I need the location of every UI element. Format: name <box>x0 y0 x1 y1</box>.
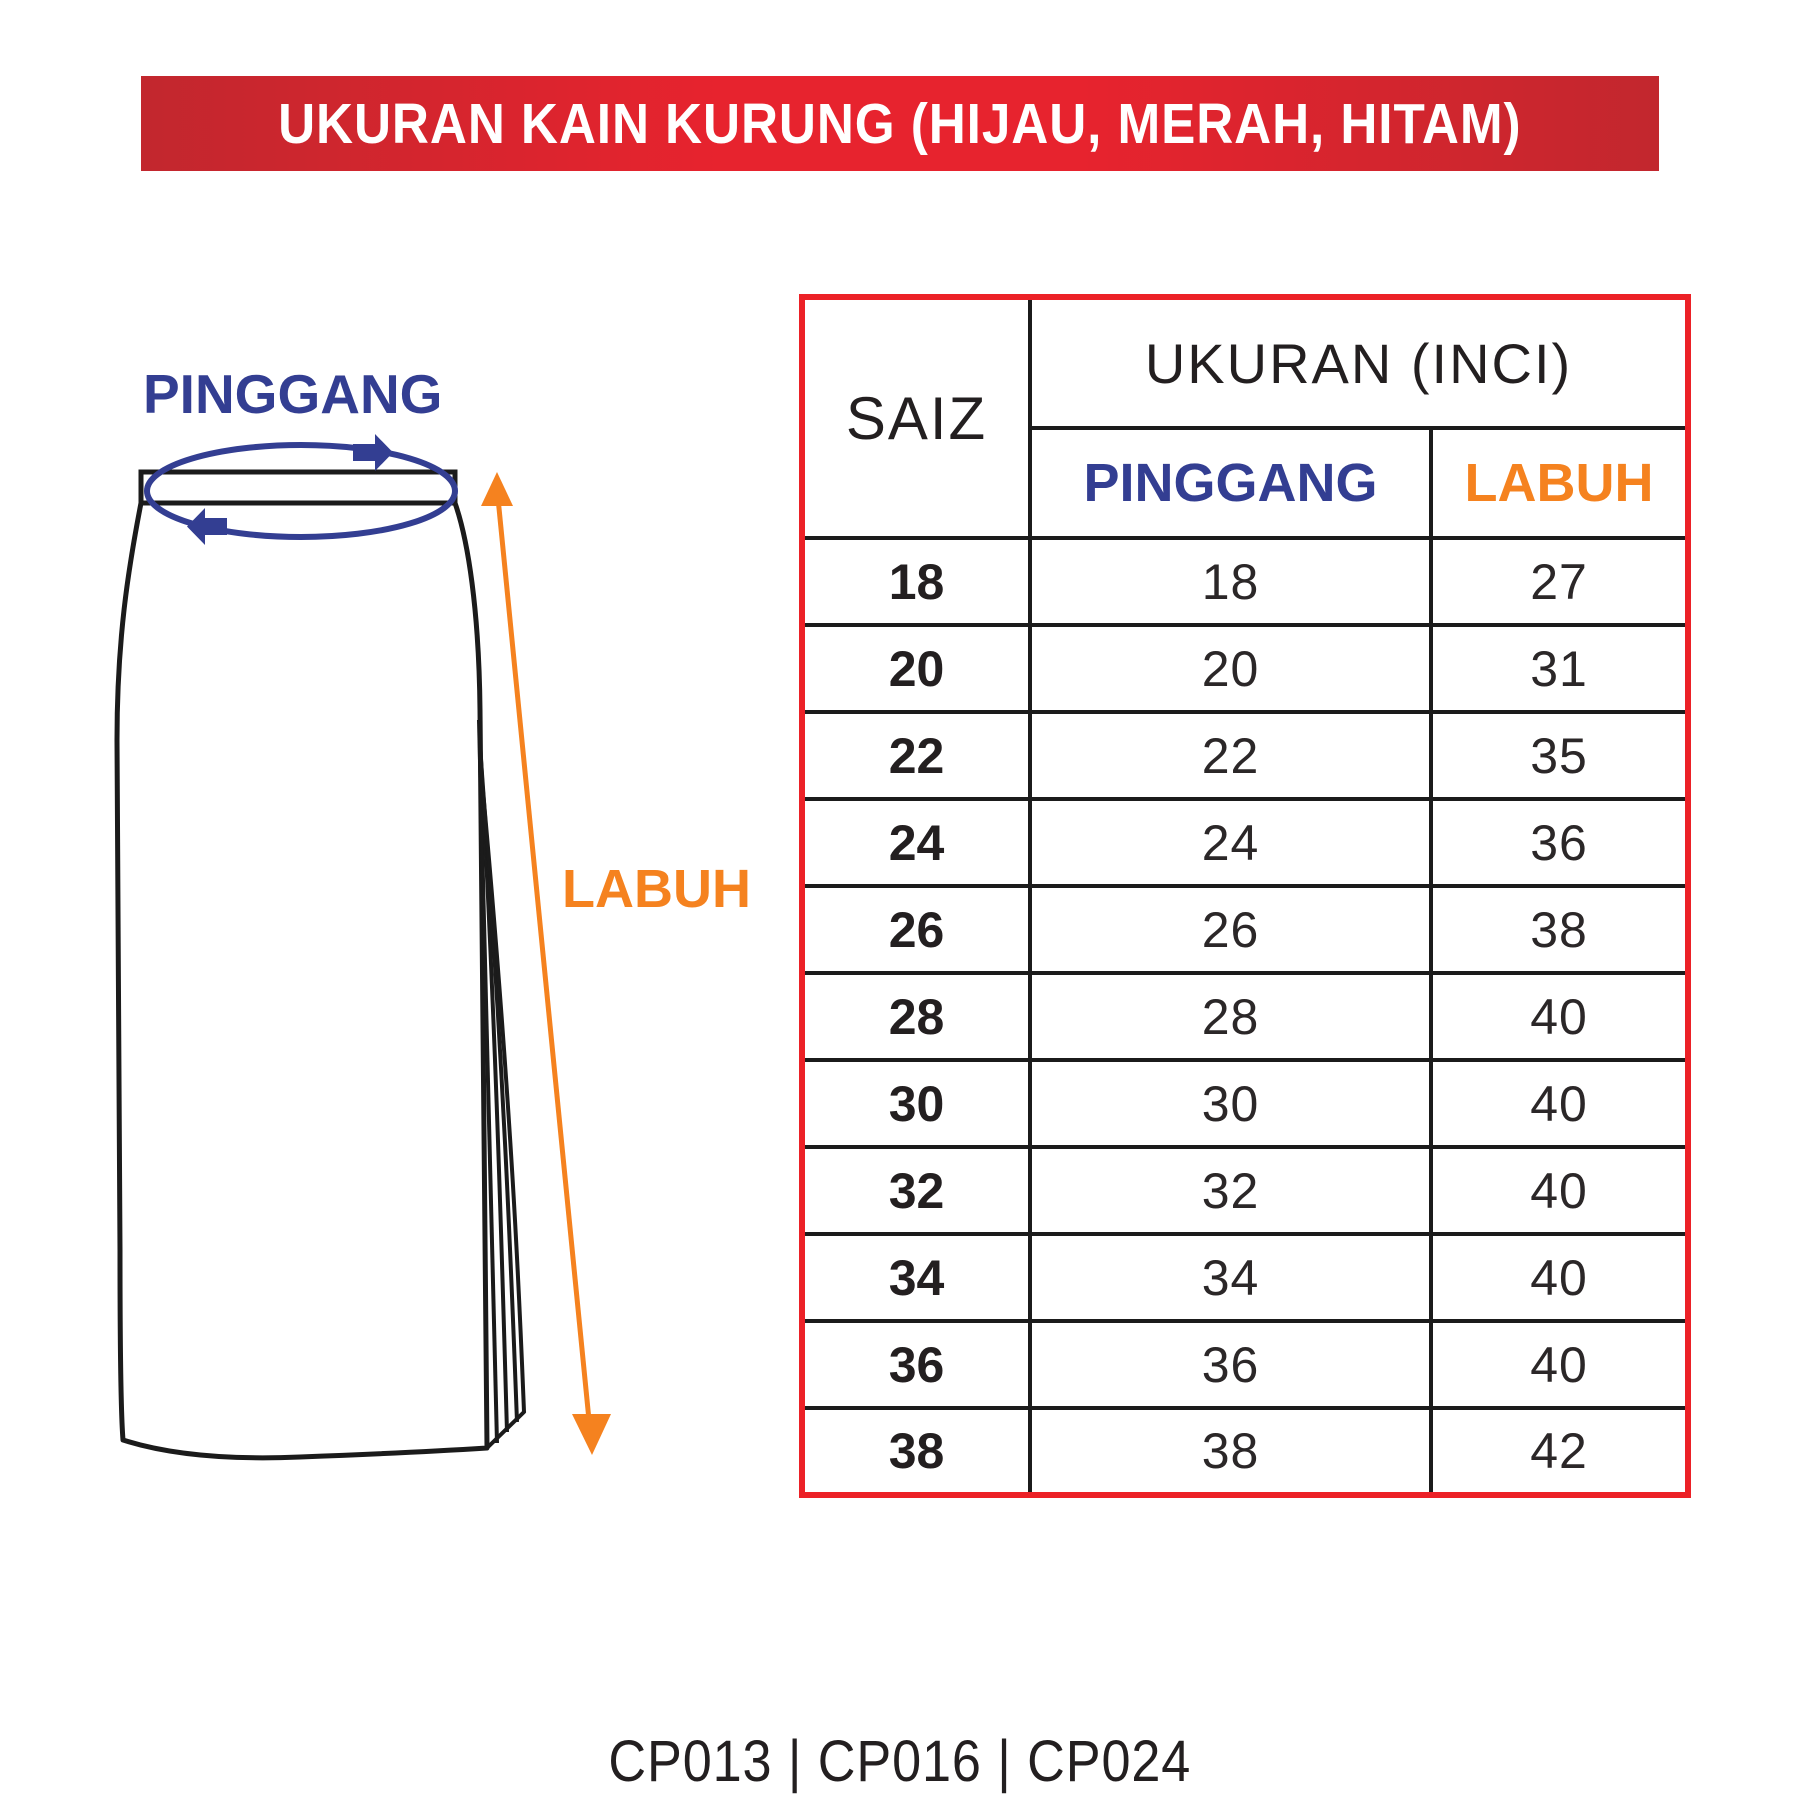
table-row <box>802 1234 1688 1321</box>
labuh-cell: 31 <box>1431 625 1688 712</box>
pinggang-label: PINGGANG <box>143 363 443 425</box>
pinggang-cell: 20 <box>1030 625 1431 712</box>
size-table-body <box>802 297 1688 1495</box>
page-title: UKURAN KAIN KURUNG (HIJAU, MERAH, HITAM) <box>278 91 1522 156</box>
table-row <box>802 1321 1688 1408</box>
table-row <box>802 1060 1688 1147</box>
labuh-cell: 27 <box>1431 538 1688 625</box>
length-arrow-down-icon <box>572 1414 611 1455</box>
labuh-cell: 40 <box>1431 1321 1688 1408</box>
ukuran-inci-header: UKURAN (INCI) <box>1030 297 1688 428</box>
labuh-cell: 40 <box>1431 1147 1688 1234</box>
pinggang-cell: 32 <box>1030 1147 1431 1234</box>
table-row <box>802 712 1688 799</box>
product-codes-text: CP013 | CP016 | CP024 <box>608 1729 1192 1794</box>
pinggang-column-header: PINGGANG <box>1030 428 1431 538</box>
labuh-cell: 35 <box>1431 712 1688 799</box>
pinggang-cell: 36 <box>1030 1321 1431 1408</box>
waist-arrow-right-icon <box>353 434 393 471</box>
table-row <box>802 799 1688 886</box>
title-banner <box>141 76 1659 171</box>
labuh-column-header: LABUH <box>1431 428 1688 538</box>
pinggang-cell: 38 <box>1030 1408 1431 1495</box>
product-codes <box>0 1728 1800 1795</box>
size-cell: 18 <box>802 538 1030 625</box>
labuh-cell: 38 <box>1431 886 1688 973</box>
size-cell: 30 <box>802 1060 1030 1147</box>
pinggang-cell: 30 <box>1030 1060 1431 1147</box>
pinggang-cell: 18 <box>1030 538 1431 625</box>
labuh-cell: 42 <box>1431 1408 1688 1495</box>
table-row <box>802 1147 1688 1234</box>
size-cell: 26 <box>802 886 1030 973</box>
table-row <box>802 625 1688 712</box>
labuh-label: LABUH <box>562 859 751 919</box>
table-row <box>802 1408 1688 1495</box>
size-cell: 22 <box>802 712 1030 799</box>
size-cell: 32 <box>802 1147 1030 1234</box>
pinggang-cell: 26 <box>1030 886 1431 973</box>
size-cell: 38 <box>802 1408 1030 1495</box>
labuh-cell: 40 <box>1431 1234 1688 1321</box>
labuh-cell: 40 <box>1431 1060 1688 1147</box>
table-header-row-1 <box>802 297 1688 428</box>
size-cell: 34 <box>802 1234 1030 1321</box>
size-cell: 24 <box>802 799 1030 886</box>
size-table <box>799 294 1691 1498</box>
size-cell: 36 <box>802 1321 1030 1408</box>
length-arrow-up-icon <box>481 472 513 506</box>
skirt-diagram <box>100 430 660 1490</box>
pinggang-cell: 34 <box>1030 1234 1431 1321</box>
table-row <box>802 973 1688 1060</box>
pinggang-cell: 22 <box>1030 712 1431 799</box>
pinggang-cell: 28 <box>1030 973 1431 1060</box>
size-cell: 20 <box>802 625 1030 712</box>
labuh-cell: 40 <box>1431 973 1688 1060</box>
table-row <box>802 886 1688 973</box>
size-cell: 28 <box>802 973 1030 1060</box>
waistband <box>141 472 455 503</box>
table-row <box>802 538 1688 625</box>
saiz-header: SAIZ <box>802 297 1030 538</box>
pinggang-cell: 24 <box>1030 799 1431 886</box>
skirt-body-outline <box>117 503 487 1458</box>
labuh-cell: 36 <box>1431 799 1688 886</box>
